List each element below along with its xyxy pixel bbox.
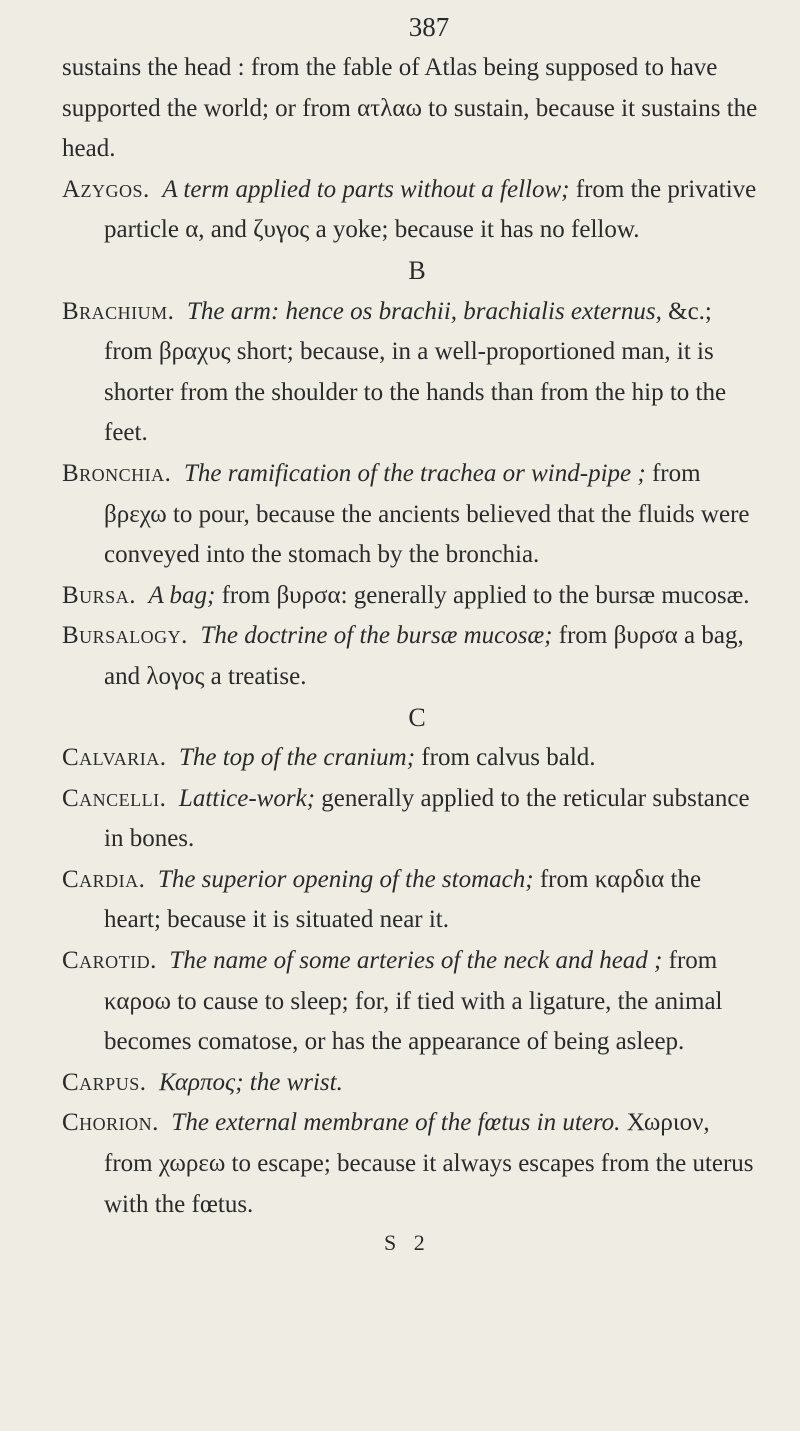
entry-bursalogy bbox=[62, 616, 760, 697]
entry-text: from calvus bald. bbox=[421, 744, 596, 772]
entry-chorion bbox=[62, 1103, 760, 1225]
signature-mark: S 2 bbox=[384, 1230, 431, 1256]
page-number: 387 bbox=[408, 12, 450, 42]
entry-continuation bbox=[62, 48, 760, 170]
entry-definition: Lattice-work; bbox=[178, 784, 316, 812]
entry-text: from the privative particle α, and ζυγος a yoke; because it has no fellow. bbox=[104, 175, 757, 244]
entry-cardia bbox=[62, 860, 760, 941]
entry-definition: The name of some arteries of the neck and head ; bbox=[169, 947, 663, 975]
entry-bronchia bbox=[62, 454, 760, 576]
entry-headword: Bronchia. bbox=[62, 459, 172, 487]
entry-headword: Chorion. bbox=[62, 1109, 159, 1137]
entry-brachium bbox=[62, 292, 760, 454]
entry-definition: The arm: hence os brachii, brachialis externus, bbox=[186, 297, 662, 325]
entry-definition: A term applied to parts without a fellow; bbox=[162, 175, 570, 203]
entry-carotid bbox=[62, 941, 760, 1063]
entry-text: sustains the head : from the fable of Atlas being supposed to have supported the world; or from ατλαω to sustain, because it sustains the head. bbox=[62, 54, 758, 163]
entry-definition: The doctrine of the bursæ mucosæ; bbox=[200, 622, 553, 650]
entry-headword: Azygos. bbox=[62, 175, 150, 203]
entry-headword: Bursalogy. bbox=[62, 622, 188, 650]
entry-bursa bbox=[62, 576, 760, 617]
entry-carpus bbox=[62, 1063, 760, 1104]
entry-definition: The superior opening of the stomach; bbox=[157, 865, 534, 893]
entry-definition: The top of the cranium; bbox=[178, 744, 416, 772]
section-letter-b: B bbox=[408, 255, 426, 285]
entry-cancelli bbox=[62, 779, 760, 860]
entry-headword: Calvaria. bbox=[62, 744, 167, 772]
entry-headword: Cancelli. bbox=[62, 784, 167, 812]
entry-definition: Καρπος; the wrist. bbox=[158, 1068, 343, 1096]
entry-headword: Carpus. bbox=[62, 1068, 147, 1096]
section-letter-c: C bbox=[408, 702, 426, 732]
entry-text: generally applied to the reticular substance in bones. bbox=[104, 784, 750, 853]
entry-headword: Brachium. bbox=[62, 297, 175, 325]
entry-text: from βυρσα: generally applied to the bursæ mucosæ. bbox=[221, 581, 750, 609]
entry-headword: Carotid. bbox=[62, 947, 157, 975]
entry-text: from καρδια the heart; because it is situated near it. bbox=[104, 865, 702, 934]
entry-text: from βυρσα a bag, and λογος a treatise. bbox=[104, 622, 744, 690]
entry-text: from βρεχω to pour, because the ancients believed that the fluids were conveyed into the stomach by the bronchia. bbox=[104, 459, 750, 569]
entry-azygos bbox=[62, 170, 760, 251]
entry-headword: Bursa. bbox=[62, 581, 136, 609]
entry-text: from καροω to cause to sleep; for, if tied with a ligature, the animal becomes comatose, or has the appearance of being asleep. bbox=[104, 947, 723, 1056]
entry-definition: The ramification of the trachea or wind-pipe ; bbox=[183, 459, 646, 487]
entry-calvaria bbox=[62, 738, 760, 779]
entry-headword: Cardia. bbox=[62, 865, 146, 893]
entry-definition: A bag; bbox=[148, 581, 216, 609]
entry-definition: The external membrane of the fœtus in utero. bbox=[171, 1109, 621, 1137]
entry-text: Χωριον, from χωρεω to escape; because it always escapes from the uterus with the fœtus. bbox=[104, 1109, 754, 1218]
entry-text: &c.; from βραχυς short; because, in a well-proportioned man, it is shorter from the shoulder to the hands than from the hip to the feet. bbox=[104, 297, 727, 447]
